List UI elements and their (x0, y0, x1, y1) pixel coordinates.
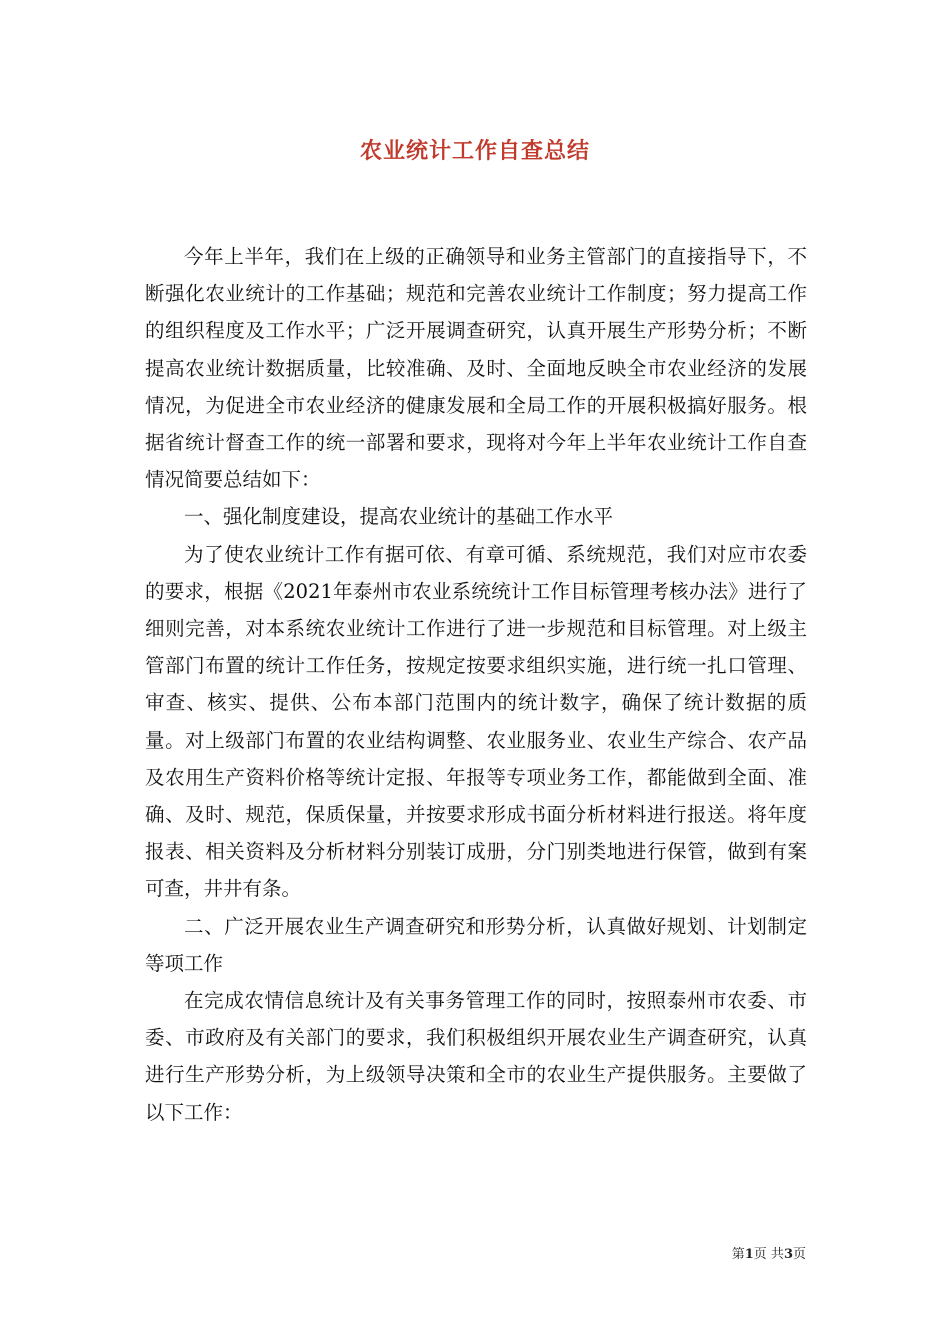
footer-current-page: 1 (744, 1247, 754, 1262)
page-number-footer (732, 1246, 806, 1264)
section-heading-1: 一、强化制度建设，提高农业统计的基础工作水平 (184, 505, 614, 529)
footer-suffix: 页 (792, 1247, 806, 1262)
paragraph-section-2: 在完成农情信息统计及有关事务管理工作的同时，按照泰州市农委、市委、市政府及有关部门的要求，我们积极组织开展农业生产调查研究，认真进行生产形势分析，为上级领导决策和全市的农业生产提供服务。主要做了以下工作： (145, 989, 807, 1124)
paragraph-intro: 今年上半年，我们在上级的正确领导和业务主管部门的直接指导下，不断强化农业统计的工作基础；规范和完善农业统计工作制度；努力提高工作的组织程度及工作水平；广泛开展调查研究，认真开展生产形势分析；不断提高农业统计数据质量，比较准确、及时、全面地反映全市农业经济的发展情况，为促进全市农业经济的健康发展和全局工作的开展积极搞好服务。根据省统计督查工作的统一部署和要求，现将对今年上半年农业统计工作自查情况简要总结如下： (145, 245, 807, 492)
section-heading-2: 二、广泛开展农业生产调查研究和形势分析，认真做好规划、计划制定等项工作 (145, 914, 807, 975)
footer-prefix: 第 (731, 1247, 745, 1262)
document-body (145, 238, 807, 1131)
paragraph-section-1: 为了使农业统计工作有据可依、有章可循、系统规范，我们对应市农委的要求，根据《2021年泰州市农业系统统计工作目标管理考核办法》进行了细则完善，对本系统农业统计工作进行了进一步规范和目标管理。对上级主管部门布置的统计工作任务，按规定按要求组织实施，进行统一扎口管理、审查、核实、提供、公布本部门范围内的统计数字，确保了统计数据的质量。对上级部门布置的农业结构调整、农业服务业、农业生产综合、农产品及农用生产资料价格等统计定报、年报等专项业务工作，都能做到全面、准确、及时、规范，保质保量，并按要求形成书面分析材料进行报送。将年度报表、相关资料及分析材料分别装订成册，分门别类地进行保管，做到有案可查，井井有条。 (145, 542, 807, 901)
footer-total-pages: 3 (783, 1247, 793, 1262)
document-title: 农业统计工作自查总结 (359, 138, 590, 164)
footer-middle: 页 共 (753, 1247, 784, 1262)
